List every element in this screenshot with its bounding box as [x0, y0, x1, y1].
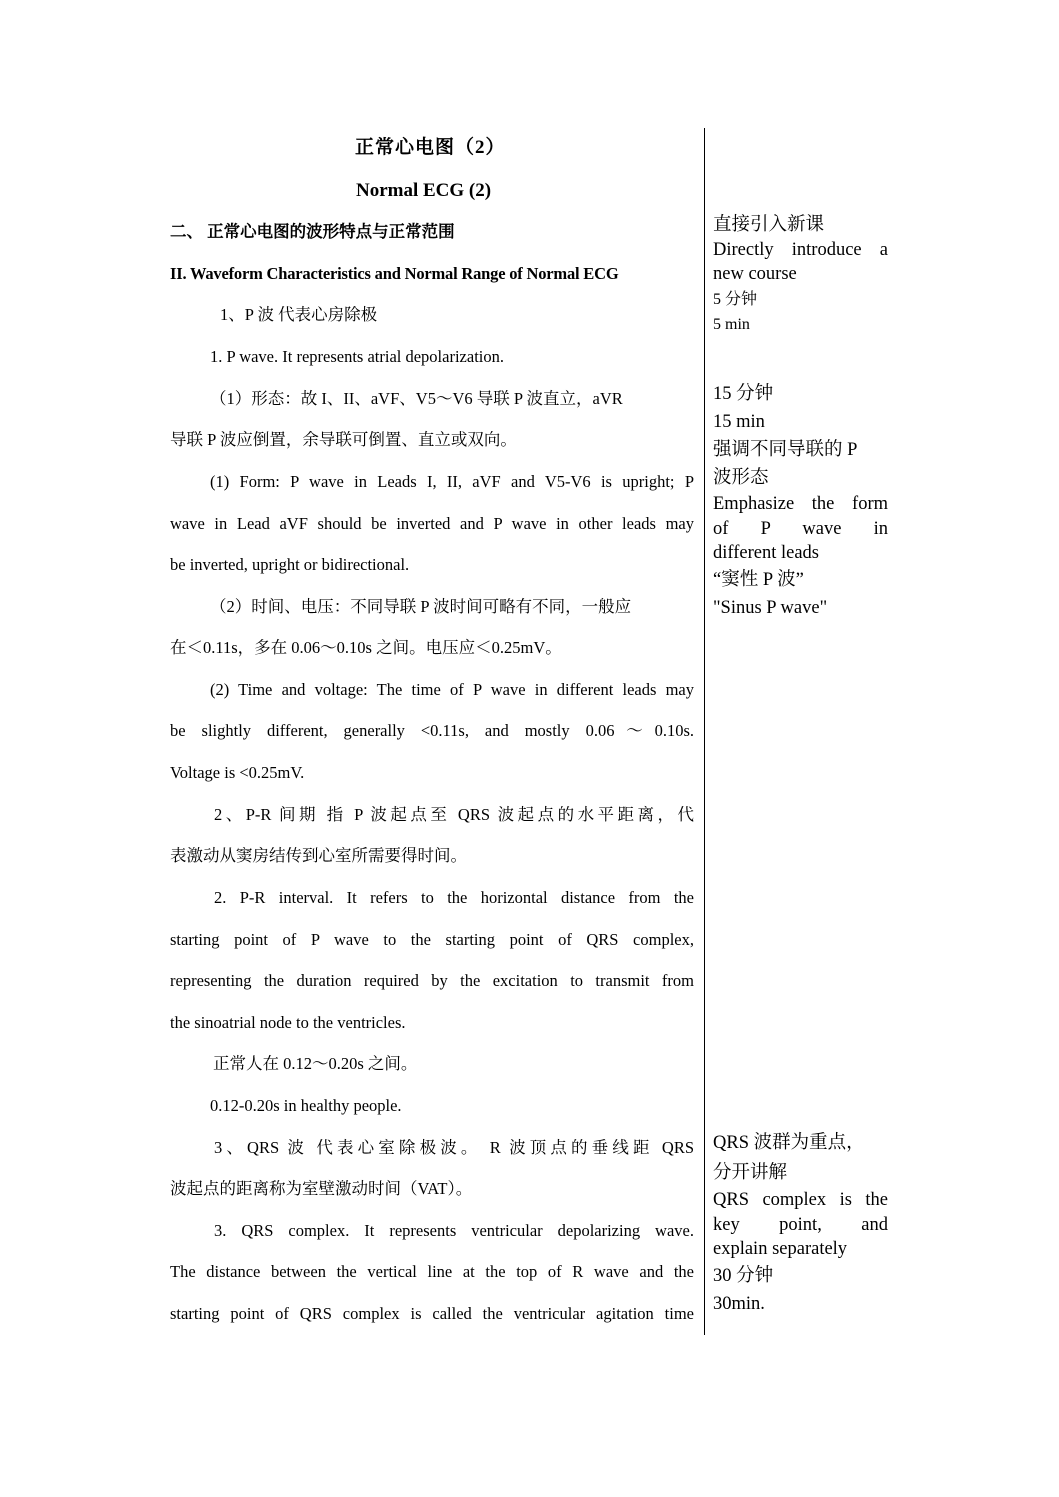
note-qrs-time-chinese: 30 分钟 — [713, 1265, 774, 1286]
note-qrs-chinese-2: 分开讲解 — [713, 1163, 788, 1183]
qrs-heading-chinese-2: 波起点的距离称为室壁激动时间（VAT）。 — [170, 1179, 473, 1198]
note-p-wave-english-1: Emphasize the form — [713, 494, 888, 514]
pr-english-2: starting point of P wave to the starting point of QRS complex, — [170, 930, 694, 949]
note-qrs-time-english: 30min. — [713, 1293, 765, 1314]
p-wave-form-chinese-2: 导联 P 波应倒置，余导联可倒置、直立或双向。 — [170, 430, 517, 449]
note-qrs — [713, 1128, 888, 1318]
p-wave-heading-english: 1. P wave. It represents atrial depolarization. — [210, 347, 504, 366]
section-heading-english: II. Waveform Characteristics and Normal Range of Normal ECG — [170, 264, 619, 283]
note-qrs-english-2: key point, and — [713, 1214, 888, 1235]
note-intro-time-chinese: 5 分钟 — [713, 290, 758, 308]
pr-english-3: representing the duration required by the excitation to transmit from — [170, 971, 694, 990]
note-p-wave-time-english: 15 min — [713, 412, 765, 432]
p-wave-time-chinese-2: 在＜0.11s，多在 0.06～0.10s 之间。电压应＜0.25mV。 — [170, 638, 562, 657]
qrs-heading-chinese-1: 3、QRS 波 代表心室除极波。 R 波顶点的垂线距 QRS — [214, 1138, 694, 1157]
note-intro-english-2: new course — [713, 264, 797, 284]
p-wave-form-english-1: (1) Form: P wave in Leads I, II, aVF and V5-V6 is upright; P — [210, 472, 694, 491]
title-chinese: 正常心电图（2） — [355, 137, 506, 158]
note-intro — [713, 213, 888, 337]
note-qrs-chinese-1: QRS 波群为重点， — [713, 1133, 865, 1153]
qrs-english-3: starting point of QRS complex is called the ventricular agitation time — [170, 1304, 694, 1323]
section-heading-chinese: 二、 正常心电图的波形特点与正常范围 — [170, 222, 455, 241]
note-p-wave-chinese-1: 强调不同导联的 P — [713, 440, 858, 460]
note-sinus-chinese: “窦性 P 波” — [713, 569, 804, 590]
p-wave-form-english-2: wave in Lead aVF should be inverted and P wave in other leads may — [170, 514, 694, 533]
p-wave-time-english-3: Voltage is <0.25mV. — [170, 763, 305, 782]
note-p-wave-english-2: of P wave in — [713, 518, 888, 539]
p-wave-time-english-1: (2) Time and voltage: The time of P wave in different leads may — [210, 680, 694, 699]
p-wave-time-english-2: be slightly different, generally <0.11s, and mostly 0.06～0.10s. — [170, 721, 694, 740]
p-wave-time-chinese-1: （2）时间、电压：不同导联 P 波时间可略有不同，一般应 — [210, 597, 632, 616]
note-intro-chinese: 直接引入新课 — [713, 215, 825, 235]
p-wave-form-chinese-1: （1）形态：故 I、II、aVF、V5～V6 导联 P 波直立，aVR — [210, 389, 623, 408]
note-qrs-english-3: explain separately — [713, 1239, 848, 1259]
note-qrs-english-1: QRS complex is the — [713, 1190, 888, 1210]
pr-english-4: the sinoatrial node to the ventricles. — [170, 1013, 406, 1032]
note-p-wave-time-chinese: 15 分钟 — [713, 384, 774, 404]
note-p-wave — [713, 380, 888, 622]
note-sinus-english: "Sinus P wave" — [713, 597, 828, 618]
pr-heading-chinese-1: 2、P-R 间期 指 P 波起点至 QRS 波起点的水平距离，代 — [214, 805, 694, 824]
qrs-english-2: The distance between the vertical line at the top of R wave and the — [170, 1262, 694, 1281]
pr-normal-english: 0.12-0.20s in healthy people. — [210, 1096, 402, 1115]
note-p-wave-chinese-2: 波形态 — [713, 468, 769, 488]
column-divider — [704, 128, 705, 1335]
note-intro-time-english: 5 min — [713, 315, 750, 333]
title-english: Normal ECG (2) — [356, 180, 492, 201]
note-p-wave-english-3: different leads — [713, 543, 819, 563]
pr-english-1: 2. P-R interval. It refers to the horizontal distance from the — [214, 888, 694, 907]
qrs-english-1: 3. QRS complex. It represents ventricular depolarizing wave. — [214, 1221, 694, 1240]
p-wave-heading-chinese: 1、P 波 代表心房除极 — [220, 305, 378, 324]
pr-normal-chinese: 正常人在 0.12～0.20s 之间。 — [213, 1054, 418, 1073]
p-wave-form-english-3: be inverted, upright or bidirectional. — [170, 555, 410, 574]
pr-heading-chinese-2: 表激动从窦房结传到心室所需要得时间。 — [170, 846, 467, 865]
note-intro-english-1: Directly introduce a — [713, 239, 888, 260]
